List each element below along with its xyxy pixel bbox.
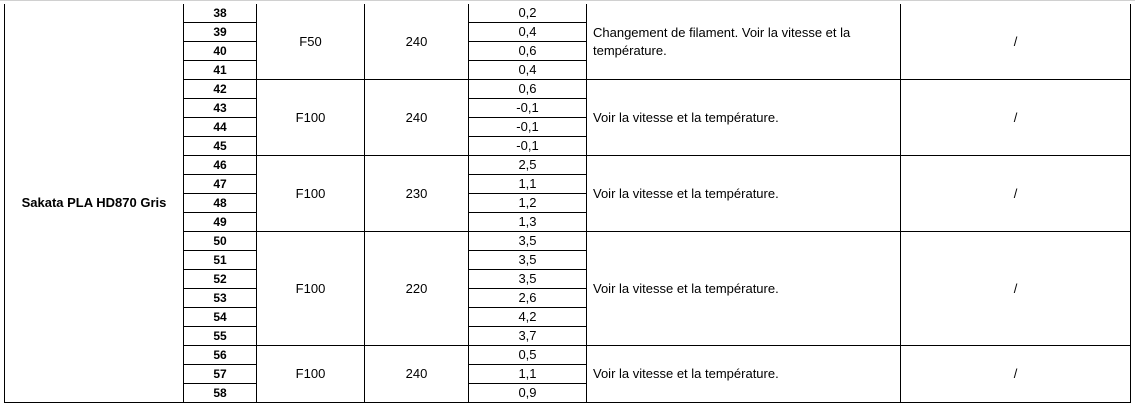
measurement-value-cell: [469, 251, 587, 270]
comment-cell-text: Voir la vitesse et la température.: [593, 366, 779, 381]
measurement-value-cell-text: 3,5: [518, 233, 537, 248]
test-number-cell-text: 57: [213, 367, 227, 381]
test-number-cell-text: 47: [213, 177, 227, 191]
measurement-value-cell: [469, 194, 587, 213]
test-number-cell-text: 54: [213, 310, 227, 324]
measurement-value-cell: [469, 156, 587, 175]
speed-cell: [257, 80, 365, 156]
temperature-cell: [365, 156, 469, 232]
measurement-value-cell: [469, 346, 587, 365]
speed-cell: [257, 4, 365, 80]
comment-cell: [587, 156, 901, 232]
speed-cell-text: F100: [295, 280, 326, 296]
speed-cell-text: F100: [295, 185, 326, 201]
speed-cell: [257, 156, 365, 232]
measurement-value-cell: [469, 327, 587, 346]
measurement-value-cell: [469, 270, 587, 289]
test-number-cell: [184, 23, 257, 42]
test-number-cell: [184, 61, 257, 80]
test-number-cell: [184, 308, 257, 327]
extra-cell: [901, 232, 1131, 346]
measurement-value-cell: [469, 42, 587, 61]
test-number-cell: [184, 365, 257, 384]
extra-cell-text: /: [1013, 33, 1018, 49]
test-number-cell-text: 49: [213, 215, 227, 229]
measurement-value-cell-text: 2,6: [518, 290, 537, 305]
extra-cell: [901, 80, 1131, 156]
test-number-cell-text: 45: [213, 139, 227, 153]
extra-cell-text: /: [1013, 280, 1018, 296]
temperature-cell-text: 240: [405, 366, 428, 381]
test-number-cell: [184, 346, 257, 365]
measurement-value-cell-text: -0,1: [516, 119, 539, 134]
extra-cell: [901, 346, 1131, 403]
test-number-cell: [184, 232, 257, 251]
test-number-cell-text: 50: [213, 234, 227, 248]
comment-cell: [587, 4, 901, 80]
test-number-cell-text: 56: [213, 348, 227, 362]
measurement-value-cell-text: 0,6: [518, 43, 537, 58]
comment-cell-text: Voir la vitesse et la température.: [593, 109, 779, 125]
test-number-cell-text: 39: [213, 25, 227, 39]
measurement-value-cell: [469, 61, 587, 80]
test-number-cell: [184, 99, 257, 118]
measurement-value-cell-text: -0,1: [516, 138, 539, 153]
measurement-value-cell-text: 0,2: [518, 5, 537, 20]
measurement-value-cell: [469, 4, 587, 23]
comment-cell: [587, 80, 901, 156]
extra-cell-text: /: [1013, 109, 1018, 125]
comment-cell-text: Voir la vitesse et la température.: [593, 185, 779, 201]
measurement-value-cell-text: 3,5: [518, 252, 537, 267]
test-number-cell: [184, 213, 257, 232]
test-number-cell-text: 55: [213, 329, 227, 343]
test-number-cell: [184, 80, 257, 99]
test-number-cell: [184, 4, 257, 23]
test-number-cell: [184, 118, 257, 137]
comment-cell: [587, 232, 901, 346]
temperature-cell: [365, 346, 469, 403]
measurement-value-cell-text: 2,5: [518, 157, 537, 172]
test-number-cell-text: 46: [213, 158, 227, 172]
speed-cell: [257, 232, 365, 346]
test-number-cell-text: 52: [213, 272, 227, 286]
test-number-cell-text: 42: [213, 82, 227, 96]
test-number-cell-text: 58: [213, 386, 227, 400]
measurement-value-cell: [469, 118, 587, 137]
temperature-cell-text: 240: [405, 109, 428, 125]
gridline-top: [0, 0, 1135, 1]
test-number-cell-text: 44: [213, 120, 227, 134]
measurement-value-cell: [469, 213, 587, 232]
test-number-cell: [184, 156, 257, 175]
temperature-cell: [365, 4, 469, 80]
temperature-cell-text: 240: [405, 33, 428, 49]
speed-cell-text: F100: [295, 109, 326, 125]
test-number-cell-text: 40: [213, 44, 227, 58]
comment-cell-text: Voir la vitesse et la température.: [593, 280, 779, 296]
measurement-value-cell-text: 0,4: [518, 62, 537, 77]
measurement-value-cell-text: 3,5: [518, 271, 537, 286]
extra-cell-text: /: [1013, 366, 1018, 381]
measurement-value-cell-text: 1,2: [518, 195, 537, 210]
measurement-value-cell: [469, 289, 587, 308]
speed-cell-text: F50: [299, 33, 322, 49]
measurement-value-cell-text: 3,7: [518, 328, 537, 343]
test-number-cell-text: 41: [213, 63, 227, 77]
measurement-value-cell-text: 1,3: [518, 214, 537, 229]
measurement-value-cell: [469, 80, 587, 99]
comment-cell-text: Changement de filament. Voir la vitesse et la température.: [593, 24, 851, 58]
comment-cell: [587, 346, 901, 403]
test-number-cell: [184, 194, 257, 213]
test-number-cell: [184, 175, 257, 194]
temperature-cell: [365, 232, 469, 346]
measurement-value-cell: [469, 365, 587, 384]
test-number-cell: [184, 327, 257, 346]
measurement-value-cell-text: -0,1: [516, 100, 539, 115]
temperature-cell: [365, 80, 469, 156]
test-number-cell: [184, 42, 257, 61]
test-number-cell: [184, 384, 257, 403]
measurement-value-cell: [469, 137, 587, 156]
temperature-cell-text: 230: [405, 185, 428, 201]
test-number-cell-text: 38: [213, 6, 227, 20]
extra-cell: [901, 4, 1131, 80]
test-number-cell: [184, 137, 257, 156]
test-number-cell: [184, 289, 257, 308]
measurement-value-cell-text: 0,4: [518, 24, 537, 39]
test-number-cell-text: 43: [213, 101, 227, 115]
measurement-value-cell-text: 0,5: [518, 347, 537, 362]
material-cell: [4, 4, 184, 403]
test-number-cell-text: 53: [213, 291, 227, 305]
measurement-value-cell: [469, 99, 587, 118]
material-cell-text: Sakata PLA HD870 Gris: [21, 195, 167, 210]
measurement-value-cell: [469, 384, 587, 403]
test-number-cell: [184, 270, 257, 289]
measurement-value-cell: [469, 23, 587, 42]
test-number-cell-text: 48: [213, 196, 227, 210]
measurement-value-cell: [469, 232, 587, 251]
measurement-value-cell: [469, 308, 587, 327]
extra-cell-text: /: [1013, 185, 1018, 201]
test-number-cell-text: 51: [213, 253, 227, 267]
measurement-value-cell: [469, 175, 587, 194]
test-number-cell: [184, 251, 257, 270]
measurement-value-cell-text: 0,9: [518, 385, 537, 400]
measurement-value-cell-text: 0,6: [518, 81, 537, 96]
measurement-value-cell-text: 1,1: [518, 176, 537, 191]
measurement-value-cell-text: 4,2: [518, 309, 537, 324]
extra-cell: [901, 156, 1131, 232]
speed-cell: [257, 346, 365, 403]
measurement-value-cell-text: 1,1: [518, 366, 537, 381]
temperature-cell-text: 220: [405, 280, 428, 296]
speed-cell-text: F100: [295, 366, 326, 381]
